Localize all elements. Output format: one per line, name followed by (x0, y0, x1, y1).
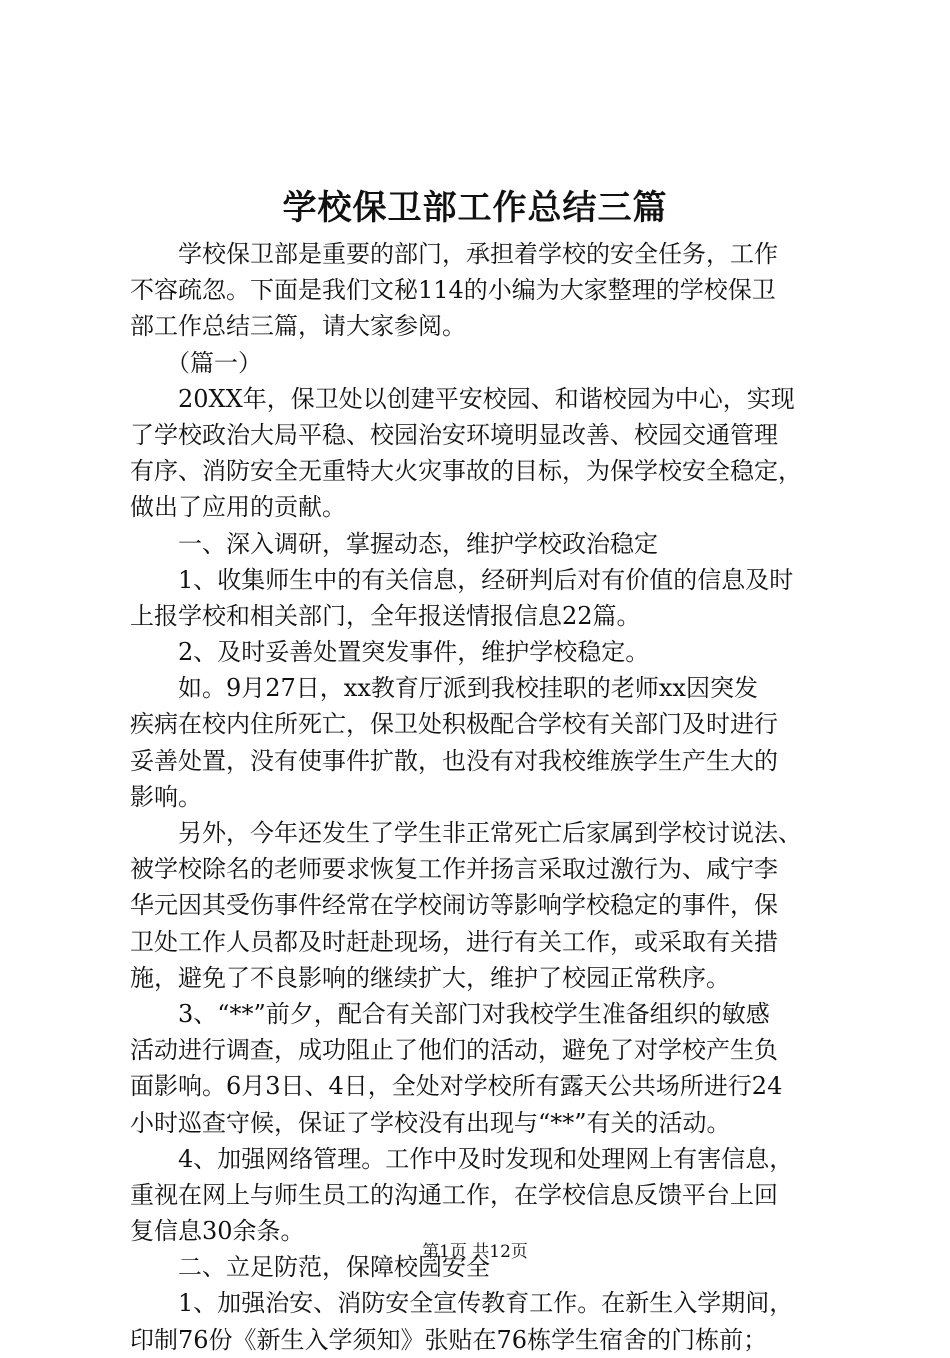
text-line: 2、及时妥善处置突发事件，维护学校稳定。 (130, 638, 650, 667)
text-line: 1、收集师生中的有关信息，经研判后对有价值的信息及时 (130, 565, 794, 594)
text-line: 如。9月27日，xx教育厅派到我校挂职的老师xx因突发 (130, 674, 758, 703)
text-line: 面影响。6月3日、4日，全处对学校所有露天公共场所进行24 (130, 1072, 783, 1101)
text-line: 20XX年，保卫处以创建平安校园、和谐校园为中心，实现 (130, 384, 795, 413)
text-line: 小时巡查守候，保证了学校没有出现与“**”有关的活动。 (130, 1108, 731, 1137)
text-line: 被学校除名的老师要求恢复工作并扬言采取过激行为、咸宁李 (130, 855, 778, 884)
text-line: 复信息30余条。 (130, 1217, 305, 1246)
text-line: 了学校政治大局平稳、校园治安环境明显改善、校园交通管理 (130, 420, 778, 449)
text-line: 施，避免了不良影响的继续扩大，维护了校园正常秩序。 (130, 963, 730, 992)
text-line: 部工作总结三篇，请大家参阅。 (130, 312, 466, 341)
text-line: 3、“**”前夕，配合有关部门对我校学生准备组织的敏感 (130, 999, 770, 1028)
text-line: 重视在网上与师生员工的沟通工作，在学校信息反馈平台上回 (130, 1180, 778, 1209)
text-line: 不容疏忽。下面是我们文秘114的小编为大家整理的学校保卫 (130, 276, 776, 305)
text-line: 活动进行调查，成功阻止了他们的活动，避免了对学校产生负 (130, 1036, 778, 1065)
text-line: （篇一） (130, 348, 262, 377)
text-line: 影响。 (130, 782, 202, 811)
text-line: 妥善处置，没有使事件扩散，也没有对我校维族学生产生大的 (130, 746, 778, 775)
document-body (130, 236, 830, 1358)
text-line: 疾病在校内住所死亡，保卫处积极配合学校有关部门及时进行 (130, 710, 778, 739)
text-line: 一、深入调研，掌握动态，维护学校政治稳定 (130, 529, 658, 558)
text-line: 另外，今年还发生了学生非正常死亡后家属到学校讨说法、 (130, 819, 802, 847)
text-line: 上报学校和相关部门，全年报送情报信息22篇。 (130, 601, 641, 630)
text-line: 做出了应用的贡献。 (130, 493, 346, 522)
text-line: 1、加强治安、消防安全宣传教育工作。在新生入学期间， (130, 1289, 794, 1318)
text-line: 卫处工作人员都及时赶赴现场，进行有关工作，或采取有关措 (130, 927, 778, 956)
text-line: 学校保卫部是重要的部门，承担着学校的安全任务，工作 (130, 240, 778, 268)
text-line: 二、立足防范，保障校园安全 (130, 1253, 490, 1282)
text-line: 有序、消防安全无重特大火灾事故的目标，为保学校安全稳定， (130, 457, 802, 486)
page-footer: 第1页 共12页 (422, 1242, 528, 1262)
text-line: 华元因其受伤事件经常在学校闹访等影响学校稳定的事件，保 (130, 891, 778, 920)
text-line: 4、加强网络管理。工作中及时发现和处理网上有害信息， (130, 1144, 794, 1173)
document-title: 学校保卫部工作总结三篇 (282, 188, 668, 228)
text-line: 印制76份《新生入学须知》张贴在76栋学生宿舍的门栋前； (130, 1325, 768, 1354)
